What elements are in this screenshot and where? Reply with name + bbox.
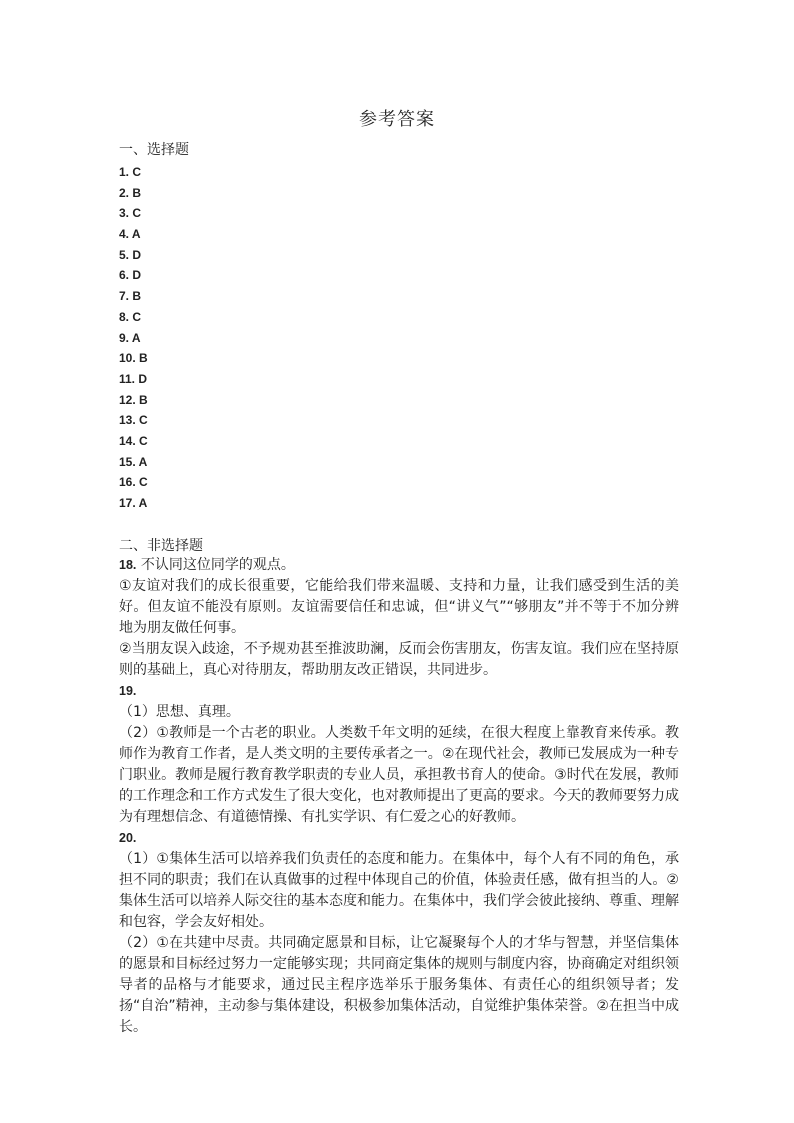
answer-item: 2. B [119,185,142,200]
answer-paragraph: ②当朋友误入歧途，不予规劝甚至推波助澜，反而会伤害朋友，伤害友谊。我们应在坚持原则的基础上，真心对待朋友，帮助朋友改正错误，共同进步。 [119,641,679,678]
question-number: 18. [119,558,137,572]
answer-item: 5. D [119,247,142,262]
nonchoice-answers [119,555,679,1038]
page-title: 参考答案 [359,109,435,130]
question-18-header [119,555,679,576]
answer-item: 15. A [119,454,148,469]
answer-paragraph: （1）①集体生活可以培养我们负责任的态度和能力。在集体中，每个人有不同的角色，承担不同的职责；我们在认真做事的过程中体现自己的价值，体验责任感，做有担当的人。②集体生活可以培养人际交往的基本态度和能力。在集体中，我们学会彼此接纳、尊重、理解和包容，学会友好相处。 [119,851,679,930]
answer-item: 3. C [119,206,142,221]
answer-paragraph: （1）思想、真理。 [119,704,240,720]
answer-item: 14. C [119,433,148,448]
answer-item: 9. A [119,330,141,345]
question-number: 19. [119,684,137,698]
answer-item: 10. B [119,351,148,366]
answer-item: 8. C [119,309,142,324]
answer-paragraph: （2）①教师是一个古老的职业。人类数千年文明的延续，在很大程度上靠教育来传承。教师作为教育工作者，是人类文明的主要传承者之一。②在现代社会，教师已发展成为一种专门职业。教师是履行教育教学职责的专业人员，承担教书育人的使命。③时代在发展，教师的工作理念和工作方式发生了很大变化，也对教师提出了更高的要求。今天的教师要努力成为有理想信念、有道德情操、有扎实学识、有仁爱之心的好教师。 [119,725,679,825]
answer-paragraph: （2）①在共建中尽责。共同确定愿景和目标，让它凝聚每个人的才华与智慧，并坚信集体的愿景和目标经过努力一定能够实现；共同商定集体的规则与制度内容，协商确定对组织领导者的品格与才能要求，通过民主程序选举乐于服务集体、有责任心的组织领导者；发扬“自治”精神，主动参与集体建设，积极参加集体活动，自觉维护集体荣誉。②在担当中成长。 [119,935,679,1035]
section-heading-choice: 一、选择题 [119,142,189,158]
section-heading-nonchoice: 二、非选择题 [119,538,203,554]
answer-item: 11. D [119,371,148,386]
question-stem: 不认同这位同学的观点。 [136,557,295,573]
choice-answer-list [119,162,148,514]
answer-item: 13. C [119,413,148,428]
answer-item: 17. A [119,496,148,510]
answer-item: 16. C [119,475,148,490]
answer-item: 12. B [119,392,148,407]
answer-paragraph: ①友谊对我们的成长很重要，它能给我们带来温暖、支持和力量，让我们感受到生活的美好。但友谊不能没有原则。友谊需要信任和忠诚，但“讲义气”“够朋友”并不等于不加分辨地为朋友做任何事。 [119,578,679,636]
answer-item: 4. A [119,227,141,242]
answer-item: 7. B [119,289,142,304]
answer-item: 1. C [119,165,142,179]
question-number: 20. [119,831,137,845]
answer-item: 6. D [119,268,142,283]
